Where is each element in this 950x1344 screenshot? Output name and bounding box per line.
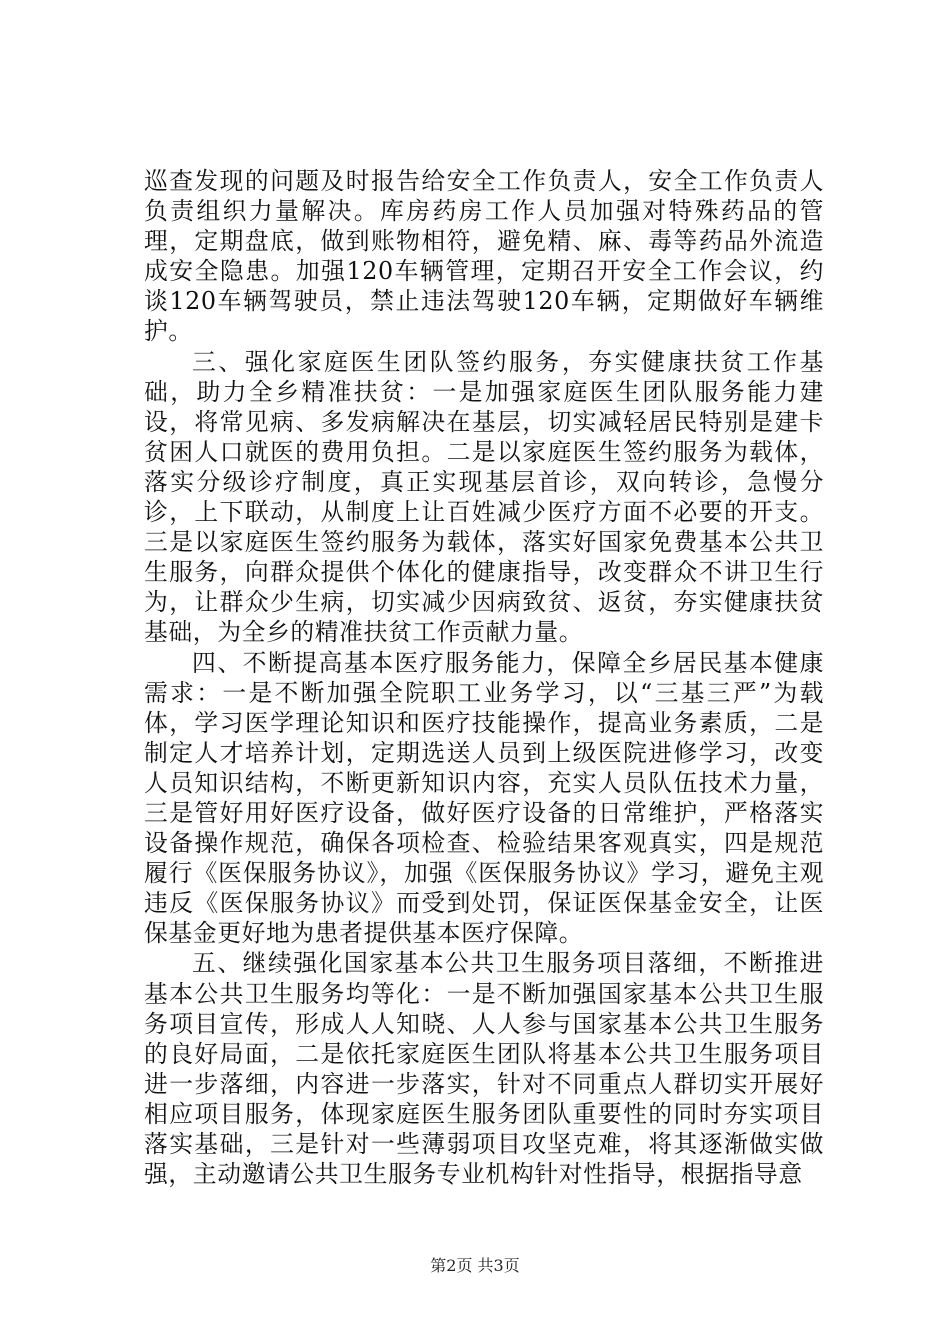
paragraph-continuation: 巡查发现的问题及时报告给安全工作负责人，安全工作负责人负责组织力量解决。库房药房工作人员加强对特殊药品的管理，定期盘底，做到账物相符，避免精、麻、毒等药品外流造成安全隐患。加强120车辆管理，定期召开安全工作会议，约谈120车辆驾驶员，禁止违法驾驶120车辆，定期做好车辆维护。 [144,167,824,346]
paragraph-section-4: 四、不断提高基本医疗服务能力，保障全乡居民基本健康需求：一是不断加强全院职工业务学习，以“三基三严”为载体，学习医学理论知识和医疗技能操作，提高业务素质，二是制定人才培养计划，定期选送人员到上级医院进修学习，改变人员知识结构，不断更新知识内容，充实人员队伍技术力量，三是管好用好医疗设备，做好医疗设备的日常维护，严格落实设备操作规范，确保各项检查、检验结果客观真实，四是规范履行《医保服务协议》，加强《医保服务协议》学习，避免主观违反《医保服务协议》而受到处罚，保证医保基金安全，让医保基金更好地为患者提供基本医疗保障。 [144,648,824,948]
paragraph-section-3: 三、强化家庭医生团队签约服务，夯实健康扶贫工作基础，助力全乡精准扶贫：一是加强家庭医生团队服务能力建设，将常见病、多发病解决在基层，切实减轻居民特别是建卡贫困人口就医的费用负担。二是以家庭医生签约服务为载体，落实分级诊疗制度，真正实现基层首诊，双向转诊，急慢分诊，上下联动，从制度上让百姓减少医疗方面不必要的开支。三是以家庭医生签约服务为载体，落实好国家免费基本公共卫生服务，向群众提供个体化的健康指导，改变群众不讲卫生行为，让群众少生病，切实减少因病致贫、返贫，夯实健康扶贫基础，为全乡的精准扶贫工作贡献力量。 [144,347,824,647]
page-footer: 第2页 共3页 [430,1256,520,1275]
body-text [144,166,824,1189]
paragraph-section-5: 五、继续强化国家基本公共卫生服务项目落细，不断推进基本公共卫生服务均等化：一是不断加强国家基本公共卫生服务项目宣传，形成人人知晓、人人参与国家基本公共卫生服务的良好局面，二是依托家庭医生团队将基本公共卫生服务项目进一步落细，内容进一步落实，针对不同重点人群切实开展好相应项目服务，体现家庭医生服务团队重要性的同时夯实项目落实基础，三是针对一些薄弱项目攻坚克难，将其逐渐做实做强，主动邀请公共卫生服务专业机构针对性指导，根据指导意 [144,949,824,1189]
